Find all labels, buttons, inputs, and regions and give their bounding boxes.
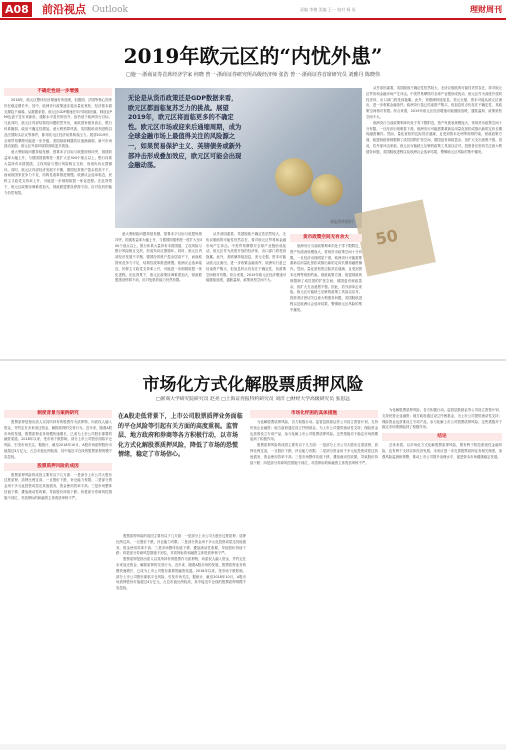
article1-body-2: 意大利财政问题持续发酵，预算赤字目标与欧盟规则冲突，国债收益率大幅上升，与德国国债利差一度扩大至300个基点以上。银行体系大量持有本国国债，主权风险与银行风险相互交织，形成负向反馈循环。同时，欧元区内部经济发展不平衡，德国经常账户盈余居高不下，而南欧国家竞争力不足，结构性改革推进缓慢。欧洲议会选举临近，民粹主义政党支持率上升，可能进一步削弱欧盟一体化进程。在此背景下，欧元区政策协调难度加大，财政联盟建设停滞不前，应对危机的能力仍然有限。 [115, 232, 202, 283]
article2-body-2b: 股票质押是指出质人以其所持有的股票作为质押物，向质权人融入资金，并约定在未来返还资金、解除质押的交易行为。近年来，随着A股市场的发展，股票质押业务规模快速增长，已成为上市公司股东重要的融资渠道。2018年以来，受市场下跌影响，部分上市公司股东面临平仓风险，引发市场关注。据统计，截至2018年10月，A股市场质押股份市值超过4万亿元，占总市值比例较高，其中接近平仓线的股票质押规模不容忽视。 [116, 557, 246, 591]
article1-column-3 [206, 232, 286, 358]
article1-subhead-1: 不确定性进一步增强 [4, 88, 112, 96]
article2-body-3b: 股票质押风险的成因主要有以下几方面：一是部分上市公司大股东过度质押，质押比例过高，一旦股价下跌，补仓能力有限；二是部分资金用于多元化投资或偿还其他债务，资金使用效率不高；三是市场整体估值下移，叠加流动性收紧，导致股价持续下跌；四是部分券商风控措施不到位，对质押标的和融资主体资质审核不严。 [250, 443, 378, 465]
photo-credit: 本报资料图片 [330, 219, 354, 224]
article1-column-1 [4, 86, 112, 358]
article2-pull-quote: 在A股走低背景下，上市公司股票质押业务面临的平仓风险等引起有关方面的高度重视。监管层、地方政府和券商等各方积极行动，以市场化方式化解股票质押风险，降低了市场的恐慌情绪，稳定了市场信心。 [118, 413, 243, 459]
article2-subhead-1: 制度背景与案例研究 [4, 410, 112, 418]
article2-subhead-4: 结论 [382, 433, 502, 441]
masthead-logo: 理财周刊 [470, 5, 502, 14]
article1-body-1b: 意大利财政问题持续发酵，预算赤字目标与欧盟规则冲突，国债收益率大幅上升，与德国国债利差一度扩大至300个基点以上。银行体系大量持有本国国债，主权风险与银行风险相互交织，形成负向反馈循环。同时，欧元区内部经济发展不平衡，德国经常账户盈余居高不下，而南欧国家竞争力不足，结构性改革推进缓慢。欧洲议会选举临近，民粹主义政党支持率上升，可能进一步削弱欧盟一体化进程。在此背景下，欧元区政策协调难度加大，财政联盟建设停滞不前，应对危机的能力仍然有限。 [4, 150, 112, 195]
article1-column-2 [115, 232, 202, 358]
article2-authors: □浙商大学研究院研究员 赵亮 □上海证券报特约研究员 刘洋 □财经大学高级研究员 张思远 [156, 397, 350, 402]
article2-body-1: 股票质押是指出质人以其所持有的股票作为质押物，向质权人融入资金，并约定在未来返还资金、解除质押的交易行为。近年来，随着A股市场的发展，股票质押业务规模快速增长，已成为上市公司股东重要的融资渠道。2018年以来，受市场下跌影响，部分上市公司股东面临平仓风险，引发市场关注。据统计，截至2018年10月，A股市场质押股份市值超过4万亿元，占总市值比例较高，其中接近平仓线的股票质押规模不容忽视。 [4, 420, 112, 459]
section-divider [0, 359, 506, 361]
editor-credits: 责编 李德 美编 王一 校对 杨 易 [300, 7, 356, 12]
article2-column-4 [382, 408, 502, 742]
section-title-en: Outlook [92, 5, 128, 15]
page-footer [0, 744, 506, 750]
coin-shape [311, 174, 343, 206]
article2-subhead-2: 股票质押风险的成因 [4, 463, 112, 471]
page-number: A08 [2, 2, 32, 17]
article1-subhead-2: 货币政策空间无有余大 [290, 234, 362, 242]
article2-body-2: 股票质押风险的成因主要有以下几方面：一是部分上市公司大股东过度质押，质押比例过高，一旦股价下跌，补仓能力有限；二是部分资金用于多元化投资或偿还其他债务，资金使用效率不高；三是市场整体估值下移，叠加流动性收紧，导致股价持续下跌；四是部分券商风控措施不到位，对质押标的和融资主体资质审核不严。 [116, 534, 246, 556]
article2-body-3: 为化解股票质押风险，各方积极行动。监管层鼓励证券公司设立资管计划，支持民营企业融资；地方政府通过设立纾困基金，为上市公司提供流动性支持；保险资金也获准设立专项产品，参与化解上市公司股票质押风险。这些措施对于稳定市场预期起到了积极作用。 [250, 420, 378, 442]
article1-authors: □施一·浙商证券首席经济学家 何晓 曾一·浙商证券研究所高级经济师 张浩 曾一·浙商证券首席研究员 刘雅丹 陈晓伟 [125, 72, 381, 78]
article1-body-5b: 欧洲央行当前政策利率仍处于零下限附近，资产负债表规模庞大，常规货币政策空间十分有限。一旦经济出现明显下滑，欧洲央行可能需要重新启用量化宽松或推出新的定向长期再融资操作。然而，量化宽松的边际效应递减，且受到资本比例等规则约束。财政政策方面，欧盟财政规则限制了成员国的扩张空间，德国虽有财政盈余，但扩大支出意愿不强。因此，若外部冲击来临，欧元区可能缺乏足够的政策工具加以应对。投资者应密切关注意大利债务问题、英国脱欧进程以及欧洲议会选举结果，警惕欧元区风险的集中爆发。 [366, 120, 502, 154]
banknote-shape: 50 [354, 199, 436, 276]
coin-shape [275, 158, 313, 196]
article2-subhead-3: 市场化纾困的具体措施 [250, 410, 378, 418]
article2-body-4b: 总体来看，以市场化方式化解股票质押风险，既有利于防范系统性金融风险，也有利于支持实体经济发展。未来应进一步完善股票质押业务相关制度，加强风险监测和预警，推动上市公司提升治理水平，促进资本市场健康稳定发展。 [382, 443, 502, 459]
article1-body-1: 2018年，欧元区整体经济增速有所放缓，但德国、法国等核心国家仍在稳定增长中。其中，欧洲央行政策逐步退出量化宽松，经济基本面支撑趋于减弱。从数据来看，欧元区GDP增速在年内持续回落，制造业PMI也创下近年来新低，通胀水平虽有所回升，但仍低于欧洲央行目标。与此同时，欧元区内部结构性问题依然突出，南欧国家债务高企，银行体系脆弱，政治不确定性增加。意大利预算风波、英国脱欧谈判进程以及法国街头抗议等事件，都对欧元区经济前景构成压力。展望2019年，全球贸易摩擦可能进一步升级，美国财政刺激效应逐渐减弱，新兴市场波动加剧，欧元区外部环境将面临更多挑战。 [4, 98, 112, 149]
article1-column-5 [366, 86, 502, 358]
article2-column-1 [4, 408, 112, 742]
article2-title: 市场化方式化解股票质押风险 [142, 375, 364, 395]
article1-column-4 [290, 232, 362, 358]
page-header [0, 0, 506, 20]
article1-pull-quote: 无论是从货币政策还是GDP数据来看，欧元区都面临复苏乏力的挑战。展望2019年，欧元区将面临更多的不确定性。欧元区市场或迎来后通缩周期，成为全球金融市场上最值得关注的风险源之一，如果贸易保护主义、英镑债务或新外部冲击形成叠加效应，欧元区可能会出现金融动荡。 [128, 95, 242, 170]
article2-column-3 [250, 408, 378, 742]
article2-body-1b: 股票质押风险的成因主要有以下几方面：一是部分上市公司大股东过度质押，质押比例过高，一旦股价下跌，补仓能力有限；二是部分资金用于多元化投资或偿还其他债务，资金使用效率不高；三是市场整体估值下移，叠加流动性收紧，导致股价持续下跌；四是部分券商风控措施不到位，对质押标的和融资主体资质审核不严。 [4, 472, 112, 500]
article2-body-4: 为化解股票质押风险，各方积极行动。监管层鼓励证券公司设立资管计划，支持民营企业融资；地方政府通过设立纾困基金，为上市公司提供流动性支持；保险资金也获准设立专项产品，参与化解上市公司股票质押风险。这些措施对于稳定市场预期起到了积极作用。 [382, 408, 502, 430]
article2-column-2 [116, 534, 246, 742]
section-title: 前沿视点 [42, 3, 86, 16]
article1-body-3: 从外部因素看，英国脱欧不确定性依然较大，无协议脱欧的可能性仍然存在，将对欧元区贸易和金融市场产生冲击。中美贸易摩擦对全球产业链形成扰动，欧元区作为高度开放的经济体，出口部门将受到拖累。此外，美联储持续加息，美元走强，资本可能从欧元区流出，进一步收紧金融条件。欧洲央行虽已结束资产购买，但加息时点仍存在不确定性，其政策空间相对有限。综合来看，2019年欧元区经济增速可能继续放缓，通胀温和，政策宽松空间不大。 [206, 232, 286, 283]
article1-body-5: 从外部因素看，英国脱欧不确定性依然较大，无协议脱欧的可能性仍然存在，将对欧元区贸易和金融市场产生冲击。中美贸易摩擦对全球产业链形成扰动，欧元区作为高度开放的经济体，出口部门将受到拖累。此外，美联储持续加息，美元走强，资本可能从欧元区流出，进一步收紧金融条件。欧洲央行虽已结束资产购买，但加息时点仍存在不确定性，其政策空间相对有限。综合来看，2019年欧元区经济增速可能继续放缓，通胀温和，政策宽松空间不大。 [366, 86, 502, 119]
article1-title: 2019年欧元区的“内忧外患” [123, 44, 383, 68]
article1-body-4: 欧洲央行当前政策利率仍处于零下限附近，资产负债表规模庞大，常规货币政策空间十分有限。一旦经济出现明显下滑，欧洲央行可能需要重新启用量化宽松或推出新的定向长期再融资操作。然而，量化宽松的边际效应递减，且受到资本比例等规则约束。财政政策方面，欧盟财政规则限制了成员国的扩张空间，德国虽有财政盈余，但扩大支出意愿不强。因此，若外部冲击来临，欧元区可能缺乏足够的政策工具加以应对。投资者应密切关注意大利债务问题、英国脱欧进程以及欧洲议会选举结果，警惕欧元区风险的集中爆发。 [290, 244, 362, 312]
